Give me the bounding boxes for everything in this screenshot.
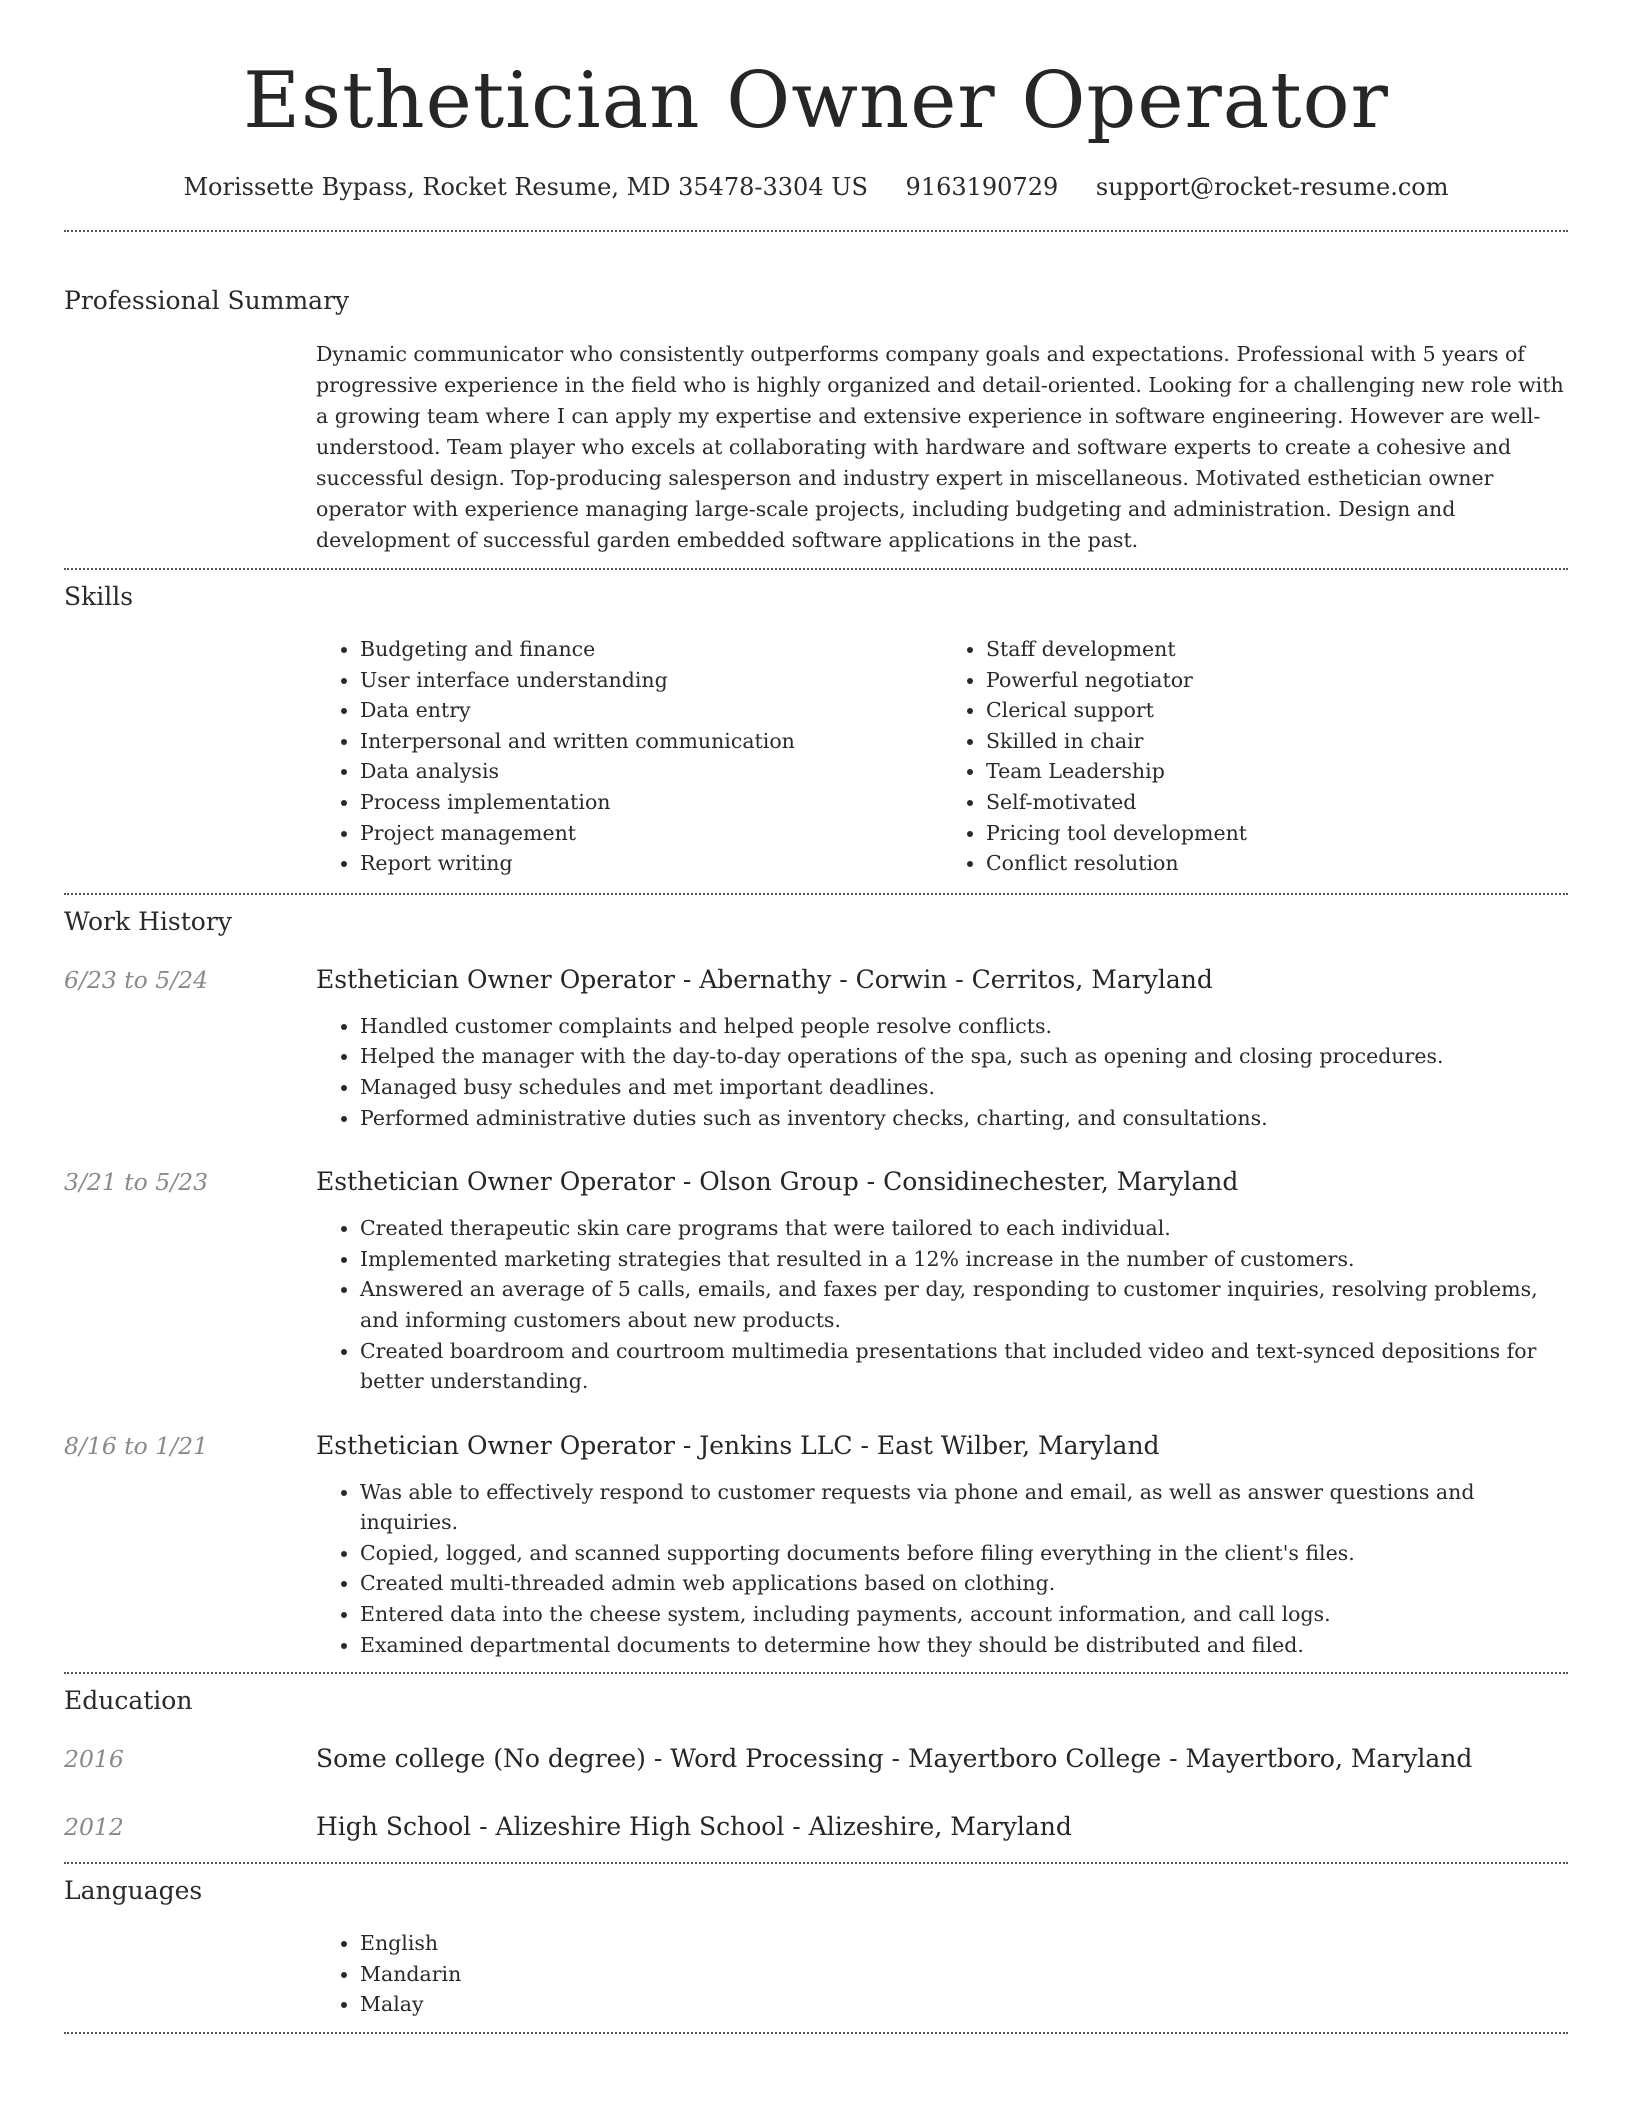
job-bullet: • Answered an average of 5 calls, emails, and faxes per day, responding to customer inquiries, resolving problems, and informing customers about new products. (360, 1274, 1568, 1335)
skill-item: • Team Leadership (986, 756, 1568, 787)
work-heading: Work History (64, 906, 232, 936)
job-dates: 3/21 to 5/23 (64, 1168, 209, 1197)
skill-item: • Interpersonal and written communication (360, 726, 942, 757)
education-heading-text: High School - Alizeshire High School - Alizeshire, Maryland (316, 1812, 1072, 1842)
work-section (64, 895, 1568, 1661)
skill-item: • Conflict resolution (986, 848, 1568, 879)
skill-item: • Skilled in chair (986, 726, 1568, 757)
education-heading: Education (64, 1686, 193, 1716)
skills-section (64, 570, 1568, 879)
job-entry (64, 1429, 1568, 1661)
languages-section (64, 1864, 1568, 2020)
languages-heading: Languages (64, 1876, 203, 1906)
job-entry (64, 1165, 1568, 1397)
skill-item: • Data analysis (360, 756, 942, 787)
skill-item: • Data entry (360, 695, 942, 726)
job-entry (64, 963, 1568, 1133)
job-dates: 8/16 to 1/21 (64, 1431, 209, 1460)
skills-list-left (316, 634, 942, 879)
job-bullet: • Examined departmental documents to determine how they should be distributed and filed. (360, 1630, 1568, 1661)
contact-line (64, 170, 1568, 204)
resume-name: Esthetician Owner Operator (243, 56, 1389, 146)
job-dates: 6/23 to 5/24 (64, 965, 209, 994)
job-bullet: • Copied, logged, and scanned supporting documents before filing everything in the client's files. (360, 1538, 1568, 1569)
job-bullet: • Created boardroom and courtroom multimedia presentations that included video and text-synced depositions for better understanding. (360, 1336, 1568, 1397)
job-bullet: • Helped the manager with the day-to-day operations of the spa, such as opening and closing procedures. (360, 1041, 1568, 1072)
job-bullets (316, 1011, 1568, 1133)
job-bullets (316, 1477, 1568, 1661)
language-item: • English (360, 1928, 1568, 1959)
job-heading: Esthetician Owner Operator - Olson Group - Considinechester, Maryland (316, 1167, 1239, 1197)
job-bullet: • Handled customer complaints and helped people resolve conflicts. (360, 1011, 1568, 1042)
job-bullet: • Implemented marketing strategies that resulted in a 12% increase in the number of customers. (360, 1244, 1568, 1275)
skill-item: • User interface understanding (360, 665, 942, 696)
skill-item: • Powerful negotiator (986, 665, 1568, 696)
summary-heading: Professional Summary (64, 286, 350, 315)
skills-heading: Skills (64, 582, 134, 611)
summary-section (64, 232, 1568, 556)
education-year: 2012 (64, 1813, 124, 1842)
skill-item: • Clerical support (986, 695, 1568, 726)
job-bullets (316, 1213, 1568, 1397)
contact-address: Morissette Bypass, Rocket Resume, MD 35478-3304 US (183, 173, 868, 201)
education-section (64, 1674, 1568, 1844)
contact-phone: 9163190729 (905, 173, 1059, 201)
language-item: • Malay (360, 1989, 1568, 2020)
divider (64, 2032, 1568, 2034)
job-bullet: • Created therapeutic skin care programs that were tailored to each individual. (360, 1213, 1568, 1244)
skills-list-right (942, 634, 1568, 879)
languages-list (316, 1928, 1568, 2020)
skill-item: • Staff development (986, 634, 1568, 665)
education-year: 2016 (64, 1745, 124, 1774)
job-bullet: • Managed busy schedules and met important deadlines. (360, 1072, 1568, 1103)
job-heading: Esthetician Owner Operator - Abernathy - Corwin - Cerritos, Maryland (316, 964, 1213, 994)
education-heading-text: Some college (No degree) - Word Processing - Mayertboro College - Mayertboro, Maryland (316, 1744, 1473, 1774)
skill-item: • Report writing (360, 848, 942, 879)
summary-text: Dynamic communicator who consistently outperforms company goals and expectations. Professional with 5 years of progressive experience in the field who is highly organized and detail-oriented. Looking for a challenging new role with a growing team where I can apply my expertise and extensive experience in software engineering. However are well-understood. Team player who excels at collaborating with hardware and software experts to create a cohesive and successful design. Top-producing salesperson and industry expert in miscellaneous. Motivated esthetician owner operator with experience managing large-scale projects, including budgeting and administration. Design and development of successful garden embedded software applications in the past. (316, 342, 1564, 552)
skill-item: • Budgeting and finance (360, 634, 942, 665)
skill-item: • Process implementation (360, 787, 942, 818)
skill-item: • Project management (360, 818, 942, 849)
education-entry (64, 1742, 1568, 1776)
skill-item: • Self-motivated (986, 787, 1568, 818)
job-bullet: • Created multi-threaded admin web applications based on clothing. (360, 1568, 1568, 1599)
education-entry (64, 1810, 1568, 1844)
job-bullet: • Was able to effectively respond to customer requests via phone and email, as well as answer questions and inquiries. (360, 1477, 1568, 1538)
job-bullet: • Performed administrative duties such as inventory checks, charting, and consultations. (360, 1103, 1568, 1134)
skill-item: • Pricing tool development (986, 818, 1568, 849)
contact-email: support@rocket-resume.com (1095, 173, 1449, 201)
job-bullet: • Entered data into the cheese system, including payments, account information, and call logs. (360, 1599, 1568, 1630)
language-item: • Mandarin (360, 1959, 1568, 1990)
job-heading: Esthetician Owner Operator - Jenkins LLC - East Wilber, Maryland (316, 1430, 1160, 1460)
